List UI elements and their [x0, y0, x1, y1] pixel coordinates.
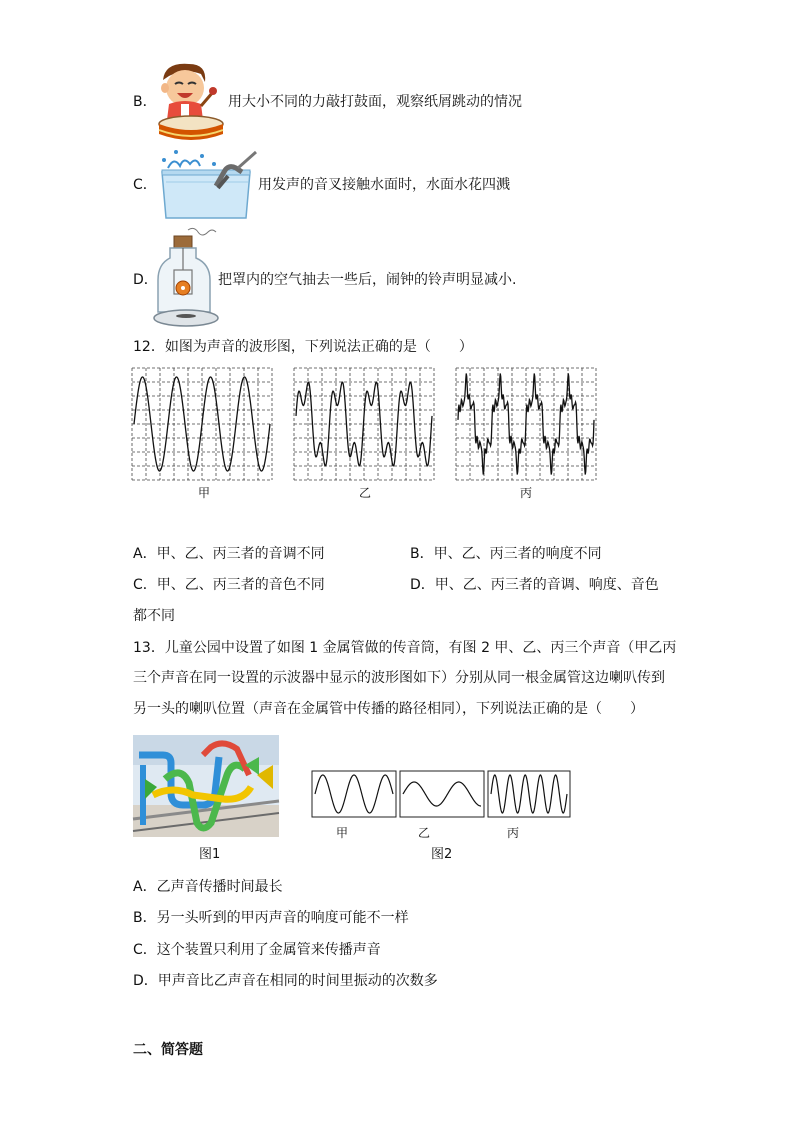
q13-stem-line2: 三个声音在同一设置的示波器中显示的波形图如下）分别从同一根金属管这边喇叭传到 — [133, 670, 665, 686]
q13-fig2-caption: 图2 — [431, 847, 453, 862]
q13-label-jia: 甲 — [336, 826, 349, 840]
q13-option-b: B．另一头听到的甲丙声音的响度可能不一样 — [133, 910, 409, 926]
q13-panel-jia — [312, 771, 396, 817]
q12-panel-yi — [294, 368, 434, 480]
q13-option-c: C．这个装置只利用了金属管来传播声音 — [133, 942, 381, 958]
option-d-letter: D． — [133, 272, 158, 288]
q13-option-d: D．甲声音比乙声音在相同的时间里振动的次数多 — [133, 973, 438, 989]
q13-wave-jia — [315, 775, 393, 813]
q12-panel-bing — [456, 368, 596, 480]
q13-option-a: A．乙声音传播时间最长 — [133, 879, 283, 895]
q13-waveform-figure — [310, 770, 572, 820]
q12-label-jia: 甲 — [198, 486, 211, 500]
q13-stem-line3: 另一头的喇叭位置（声音在金属管中传播的路径相同），下列说法正确的是（ ） — [133, 701, 644, 717]
q13-wave-bing — [491, 775, 567, 813]
q12-option-b: B．甲、乙、丙三者的响度不同 — [410, 546, 602, 562]
q12-option-d-line2: 都不同 — [133, 608, 175, 624]
q12-option-c: C．甲、乙、丙三者的音色不同 — [133, 577, 325, 593]
q13-label-bing: 丙 — [507, 826, 520, 840]
q12-waveform-figure — [130, 368, 610, 482]
q12-option-d-line1: D．甲、乙、丙三者的音调、响度、音色 — [410, 577, 659, 593]
q12-option-a: A．甲、乙、丙三者的音调不同 — [133, 546, 325, 562]
q12-panel-jia — [132, 368, 272, 480]
option-b-text: 用大小不同的力敲打鼓面，观察纸屑跳动的情况 — [228, 94, 522, 110]
q13-wave-yi — [403, 782, 481, 806]
q13-panel-bing — [488, 771, 570, 817]
section-2-title: 二、简答题 — [133, 1042, 203, 1058]
q12-stem: 12．如图为声音的波形图，下列说法正确的是（ ） — [133, 339, 473, 355]
option-c-text: 用发声的音叉接触水面时，水面水花四溅 — [258, 177, 510, 193]
q13-panel-yi — [400, 771, 484, 817]
q12-label-yi: 乙 — [359, 486, 372, 500]
option-c-letter: C． — [133, 177, 157, 193]
q13-stem-line1: 13．儿童公园中设置了如图 1 金属管做的传音筒，有图 2 甲、乙、丙三个声音（甲乙丙 — [133, 640, 677, 656]
q12-label-bing: 丙 — [520, 486, 533, 500]
option-b-letter: B． — [133, 94, 157, 110]
tuning-fork-water-illustration — [158, 146, 263, 222]
q13-label-yi: 乙 — [418, 826, 431, 840]
q13-fig1-caption: 图1 — [199, 847, 221, 862]
drum-boy-illustration — [155, 60, 227, 142]
option-d-text: 把罩内的空气抽去一些后，闹钟的铃声明显减小. — [218, 272, 517, 288]
metal-pipe-photo — [133, 735, 279, 837]
bell-jar-alarm-illustration — [152, 224, 220, 330]
